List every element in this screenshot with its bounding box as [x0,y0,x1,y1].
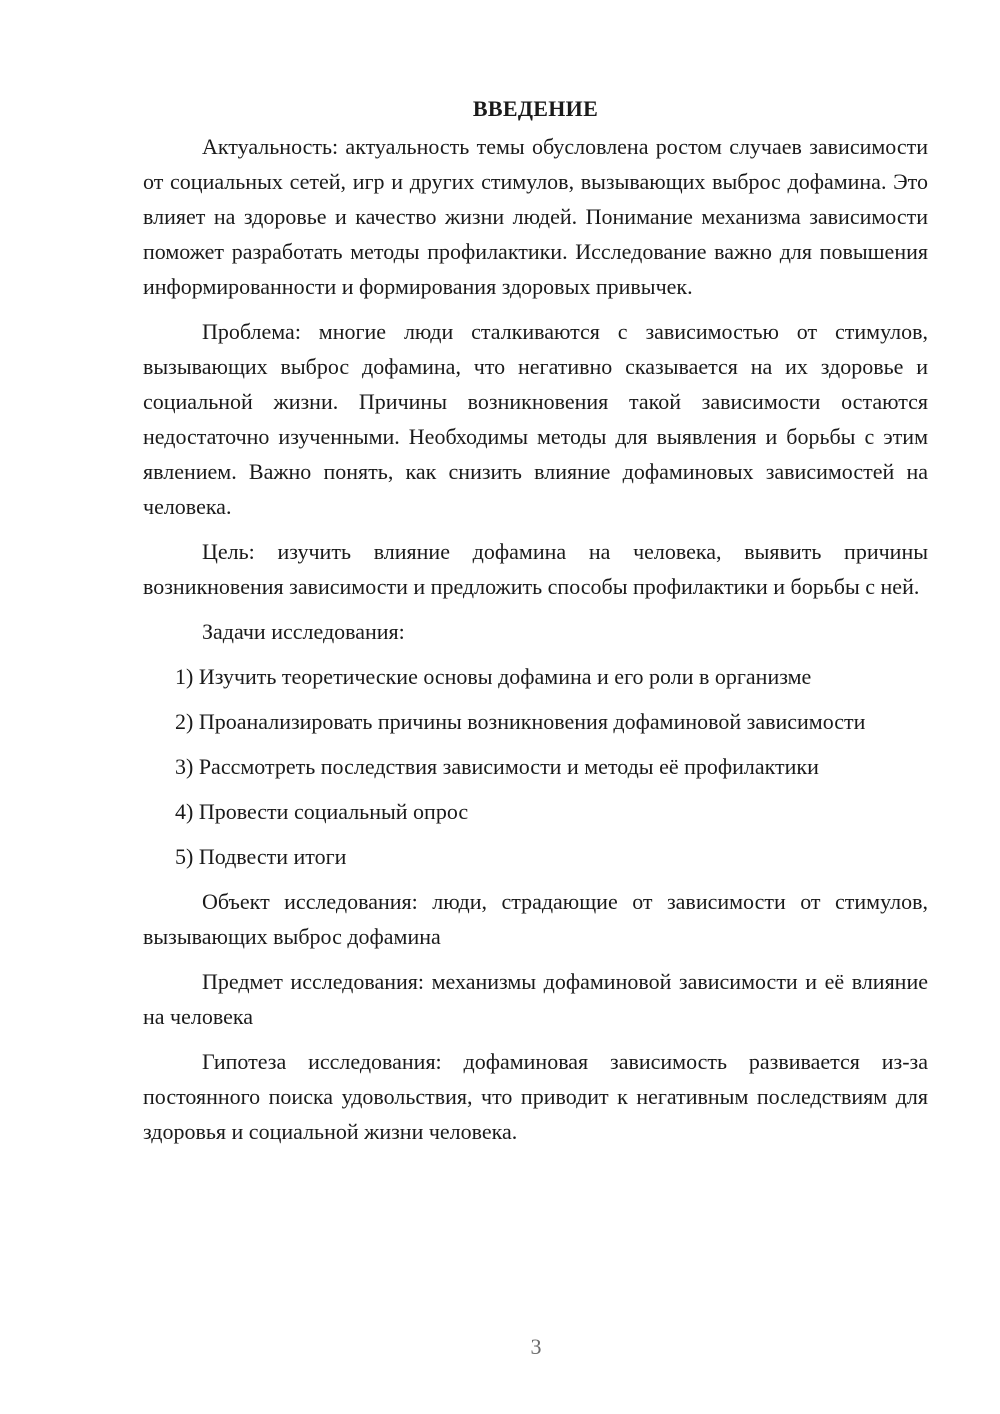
tasks-title: Задачи исследования: [202,619,405,644]
hypothesis-paragraph: Гипотеза исследования: дофаминовая зависимость развивается из-за постоянного поиска удовольствия, что приводит к негативным последствиям для здоровья и социальной жизни человека. [143,1049,928,1144]
goal-paragraph: Цель: изучить влияние дофамина на человека, выявить причины возникновения зависимости и предложить способы профилактики и борьбы с ней. [143,539,928,599]
list-item: 2) Проанализировать причины возникновения дофаминовой зависимости [175,709,866,734]
list-item: 1) Изучить теоретические основы дофамина и его роли в организме [175,664,812,689]
list-item: 3) Рассмотреть последствия зависимости и методы её профилактики [175,754,819,779]
relevance-paragraph: Актуальность: актуальность темы обусловлена ростом случаев зависимости от социальных сетей, игр и других стимулов, вызывающих выброс дофамина. Это влияет на здоровье и качество жизни людей. Понимание механизма зависимости поможет разработать методы профилактики. Исследование важно для повышения информированности и формирования здоровых привычек. [143,134,928,299]
object-paragraph: Объект исследования: люди, страдающие от зависимости от стимулов, вызывающих выброс дофамина [143,889,928,949]
list-item: 5) Подвести итоги [175,844,347,869]
list-item: 4) Провести социальный опрос [175,799,469,824]
page-number: 3 [530,1334,542,1359]
document-page [143,94,928,1159]
tasks-list [143,659,928,874]
problem-paragraph: Проблема: многие люди сталкиваются с зависимостью от стимулов, вызывающих выброс дофамина, что негативно сказывается на их здоровье и социальной жизни. Причины возникновения такой зависимости остаются недостаточно изученными. Необходимы методы для выявления и борьбы с этим явлением. Важно понять, как снизить влияние дофаминовых зависимостей на человека. [143,319,928,519]
page-title: ВВЕДЕНИЕ [472,96,599,121]
subject-paragraph: Предмет исследования: механизмы дофаминовой зависимости и её влияние на человека [143,969,928,1029]
